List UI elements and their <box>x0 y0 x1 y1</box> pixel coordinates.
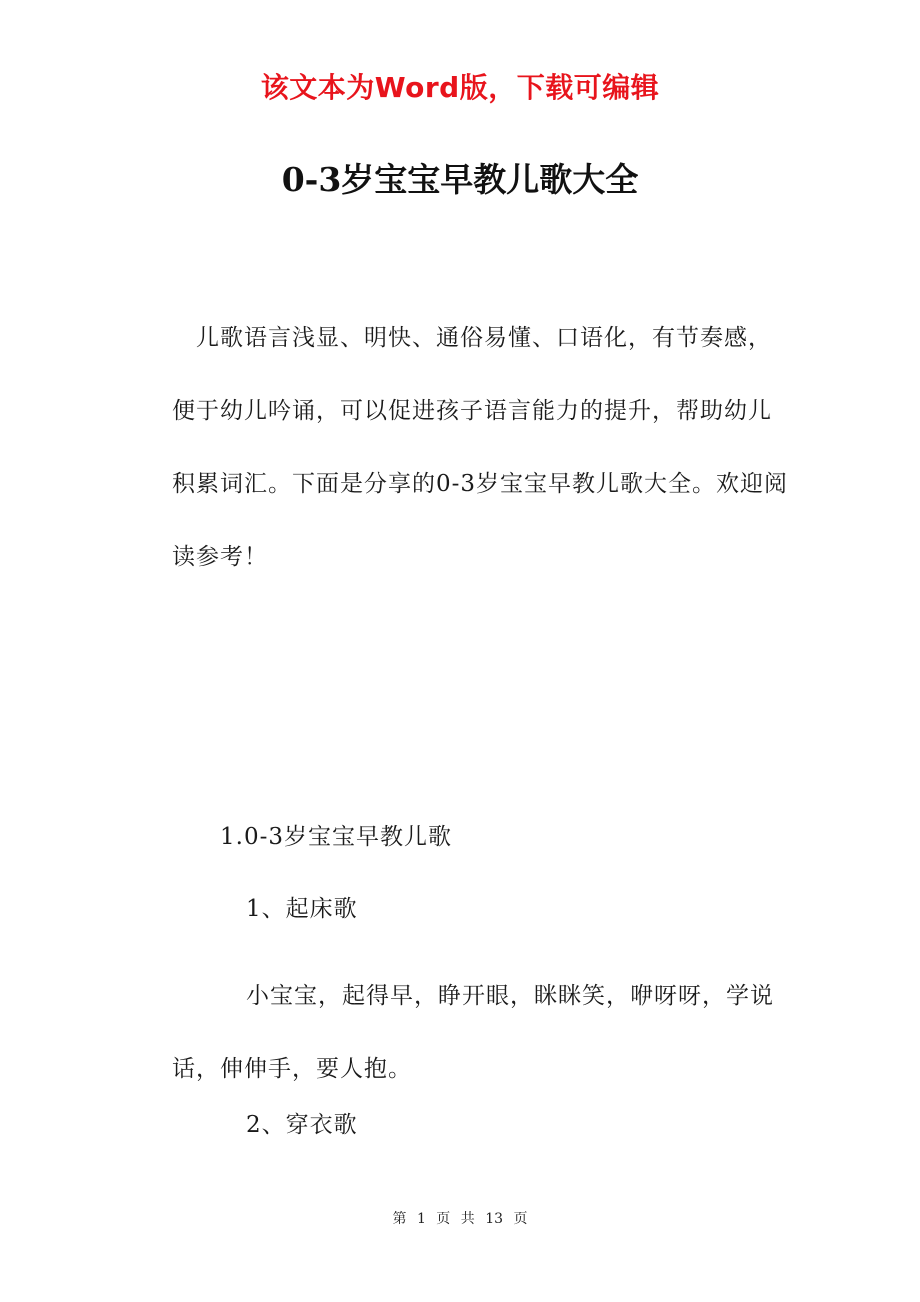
section-heading: 1.0-3岁宝宝早教儿歌 <box>220 824 452 850</box>
page-number-footer: 第 1 页 共 13 页 <box>392 1211 528 1227</box>
poem-body: 小宝宝，起得早，睁开眼，眯眯笑，咿呀呀，学说话，伸伸手，要人抱。 <box>172 983 774 1082</box>
download-notice: 该文本为Word版，下载可编辑 <box>260 71 660 104</box>
intro-paragraph: 儿歌语言浅显、明快、通俗易懂、口语化，有节奏感，便于幼儿吟诵，可以促进孩子语言能力的提升，帮助幼儿积累词汇。下面是分享的0-3岁宝宝早教儿歌大全。欢迎阅读参考！ <box>172 325 789 570</box>
poem-title: 2、穿衣歌 <box>246 1112 358 1138</box>
document-title: 0-3岁宝宝早教儿歌大全 <box>281 160 639 199</box>
poem-title: 1、起床歌 <box>246 896 358 922</box>
